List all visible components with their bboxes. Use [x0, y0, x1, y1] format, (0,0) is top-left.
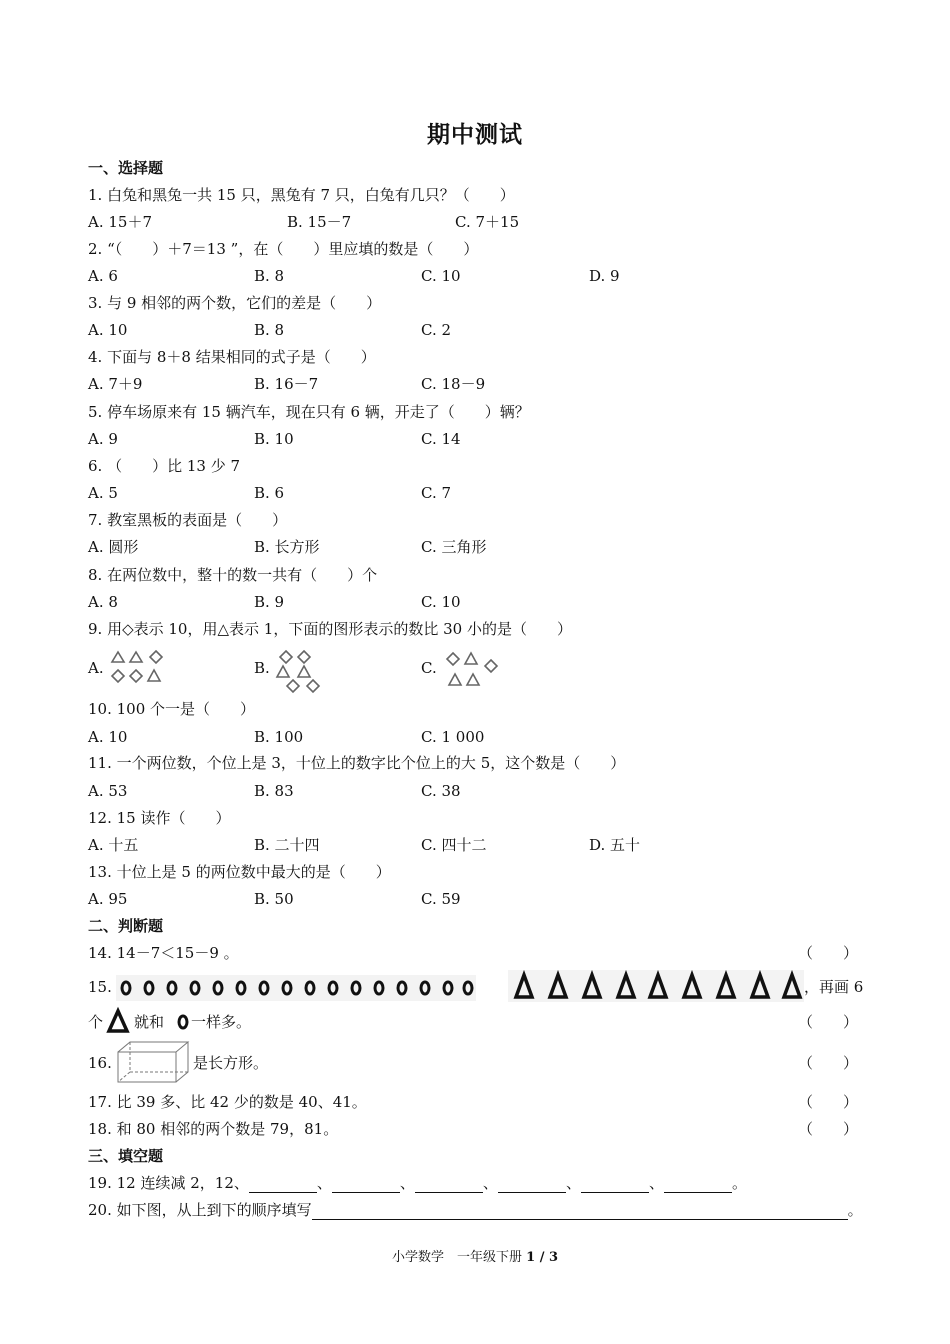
q6-option-c: C. 7	[421, 484, 452, 502]
q15-line2-b: 就和	[134, 1013, 165, 1031]
q15-triangles-row	[508, 970, 804, 1002]
q19-blank-5[interactable]	[581, 1176, 649, 1193]
q9-figure-b	[275, 650, 325, 694]
q19-sep-4: 、	[565, 1174, 581, 1192]
q12-option-a: A. 十五	[88, 836, 139, 854]
q8-option-c: C. 10	[421, 593, 461, 611]
q19-blank-6[interactable]	[664, 1176, 732, 1193]
question-1: 1. 白兔和黑兔一共 15 只，黑兔有 7 只，白兔有几只？（ ）	[88, 186, 515, 204]
q11-option-c: C. 38	[421, 782, 461, 800]
q13-option-a: A. 95	[88, 890, 128, 908]
q9-figure-c	[443, 652, 501, 688]
q19-sep-2: 、	[399, 1174, 415, 1192]
q1-option-c: C. 7＋15	[455, 213, 520, 231]
q4-option-a: A. 7＋9	[88, 375, 143, 393]
question-6: 6. （ ）比 13 少 7	[88, 457, 241, 475]
q15-tail: ，再画 6	[804, 978, 864, 996]
q9-option-a: A.	[88, 659, 104, 677]
q13-option-c: C. 59	[421, 890, 461, 908]
q9-option-c: C.	[421, 659, 437, 677]
q7-option-b: B. 长方形	[254, 538, 320, 556]
section-fill-heading: 三、填空题	[88, 1147, 164, 1165]
q15-number: 15.	[88, 978, 112, 996]
q2-option-c: C. 10	[421, 267, 461, 285]
q18-answer-paren[interactable]: （ ）	[798, 1120, 859, 1138]
q19-blank-4[interactable]	[498, 1176, 566, 1193]
triangle-icon	[106, 1008, 130, 1034]
q16-tail: 是长方形。	[193, 1054, 269, 1072]
q15-circles-row	[116, 975, 476, 1001]
question-13: 13. 十位上是 5 的两位数中最大的是（ ）	[88, 863, 391, 881]
question-3: 3. 与 9 相邻的两个数，它们的差是（ ）	[88, 294, 382, 312]
q2-option-d: D. 9	[589, 267, 620, 285]
q3-option-b: B. 8	[254, 321, 285, 339]
q3-option-c: C. 2	[421, 321, 452, 339]
q9-figure-a	[110, 650, 166, 686]
q12-option-b: B. 二十四	[254, 836, 320, 854]
q14-answer-paren[interactable]: （ ）	[798, 944, 859, 962]
section-judge-heading: 二、判断题	[88, 917, 164, 935]
q7-option-a: A. 圆形	[88, 538, 139, 556]
q19-blank-1[interactable]	[249, 1176, 317, 1193]
question-10: 10. 100 个一是（ ）	[88, 700, 256, 718]
q1-option-b: B. 15－7	[287, 213, 352, 231]
question-9: 9. 用◇表示 10，用△表示 1，下面的图形表示的数比 30 小的是（ ）	[88, 620, 572, 638]
q19-sep-5: 、	[648, 1174, 664, 1192]
question-8: 8. 在两位数中，整十的数一共有（ ）个	[88, 566, 378, 584]
q10-option-c: C. 1 000	[421, 728, 485, 746]
q1-option-a: A. 15＋7	[88, 213, 152, 231]
question-19	[88, 1173, 747, 1193]
question-17: 17. 比 39 多、比 42 少的数是 40、41。	[88, 1093, 367, 1111]
q6-option-a: A. 5	[88, 484, 118, 502]
question-4: 4. 下面与 8＋8 结果相同的式子是（ ）	[88, 348, 376, 366]
q10-option-a: A. 10	[88, 728, 128, 746]
circle-icon	[176, 1013, 190, 1031]
question-7: 7. 教室黑板的表面是（ ）	[88, 511, 288, 529]
footer-subject: 小学数学 一年级下册	[391, 1250, 522, 1265]
question-5: 5. 停车场原来有 15 辆汽车，现在只有 6 辆，开走了（ ）辆？	[88, 403, 530, 421]
q19-text: 19. 12 连续减 2，12、	[88, 1174, 249, 1192]
q19-blank-2[interactable]	[332, 1176, 400, 1193]
q11-option-a: A. 53	[88, 782, 128, 800]
q10-option-b: B. 100	[254, 728, 304, 746]
section-choice-heading: 一、选择题	[88, 159, 164, 177]
q15-line2-c: 一样多。	[191, 1013, 252, 1031]
q16-answer-paren[interactable]: （ ）	[798, 1054, 859, 1072]
q13-option-b: B. 50	[254, 890, 294, 908]
q4-option-b: B. 16－7	[254, 375, 319, 393]
q16-number: 16.	[88, 1054, 112, 1072]
question-14: 14. 14－7＜15－9 。	[88, 944, 239, 962]
q19-blank-3[interactable]	[415, 1176, 483, 1193]
question-2: 2. “（ ）＋7＝13 ”，在（ ）里应填的数是（ ）	[88, 240, 479, 258]
cuboid-figure	[116, 1040, 192, 1084]
q15-line2-a: 个	[88, 1013, 104, 1031]
question-18: 18. 和 80 相邻的两个数是 79，81。	[88, 1120, 339, 1138]
q3-option-a: A. 10	[88, 321, 128, 339]
question-20	[88, 1200, 863, 1220]
q8-option-b: B. 9	[254, 593, 285, 611]
q19-sep-1: 、	[316, 1174, 332, 1192]
q12-option-d: D. 五十	[589, 836, 641, 854]
q2-option-b: B. 8	[254, 267, 285, 285]
q17-answer-paren[interactable]: （ ）	[798, 1093, 859, 1111]
q20-blank[interactable]	[312, 1203, 848, 1220]
q9-option-b: B.	[254, 659, 270, 677]
q7-option-c: C. 三角形	[421, 538, 487, 556]
question-12: 12. 15 读作（ ）	[88, 809, 231, 827]
q20-end: 。	[847, 1201, 863, 1219]
q5-option-b: B. 10	[254, 430, 294, 448]
q6-option-b: B. 6	[254, 484, 285, 502]
q11-option-b: B. 83	[254, 782, 294, 800]
q12-option-c: C. 四十二	[421, 836, 487, 854]
q2-option-a: A. 6	[88, 267, 118, 285]
q19-end: 。	[731, 1174, 747, 1192]
footer-page-number: 1 / 3	[526, 1250, 559, 1265]
page-footer	[0, 1246, 950, 1265]
q20-text: 20. 如下图，从上到下的顺序填写	[88, 1201, 312, 1219]
q5-option-c: C. 14	[421, 430, 461, 448]
q8-option-a: A. 8	[88, 593, 118, 611]
q15-answer-paren[interactable]: （ ）	[798, 1013, 859, 1031]
q4-option-c: C. 18－9	[421, 375, 486, 393]
q5-option-a: A. 9	[88, 430, 118, 448]
question-11: 11. 一个两位数，个位上是 3，十位上的数字比个位上的大 5，这个数是（ ）	[88, 754, 626, 772]
q19-sep-3: 、	[482, 1174, 498, 1192]
page-title: 期中测试	[427, 121, 523, 148]
